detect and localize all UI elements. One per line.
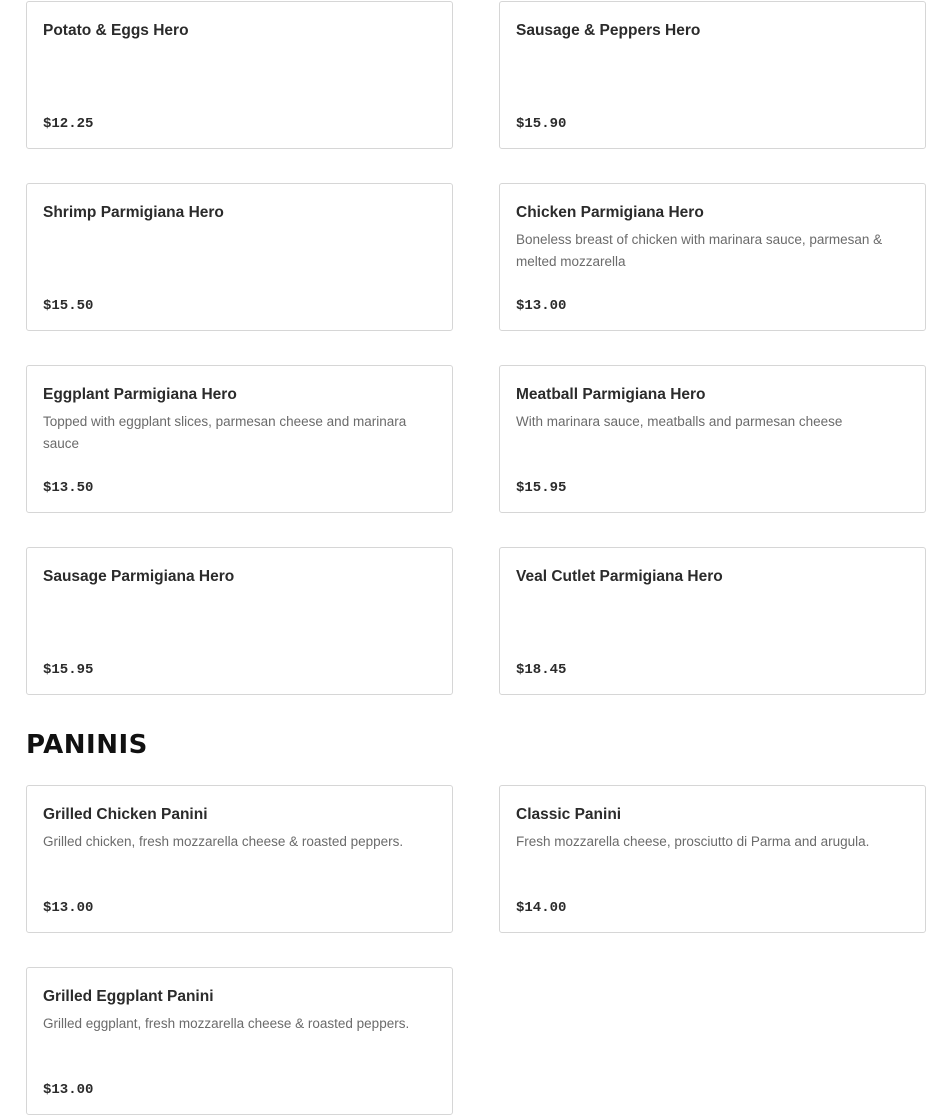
menu-item-card[interactable] (26, 1, 453, 149)
menu-item-card[interactable] (499, 365, 926, 513)
menu-item-card[interactable] (26, 967, 453, 1115)
menu-item-description: Fresh mozzarella cheese, prosciutto di Parma and arugula. (516, 834, 870, 849)
menu-item-price: $12.25 (43, 116, 94, 132)
menu-item-price: $13.00 (43, 900, 94, 916)
menu-item-card[interactable] (26, 365, 453, 513)
menu-item-price: $13.50 (43, 480, 94, 496)
menu-item-price: $13.00 (516, 298, 567, 314)
menu-item-description: Topped with eggplant slices, parmesan cheese and marinara sauce (43, 414, 407, 451)
menu-item-name: Meatball Parmigiana Hero (516, 386, 706, 403)
menu-item-card[interactable] (499, 547, 926, 695)
menu-item-card[interactable] (26, 183, 453, 331)
menu-item-price: $15.50 (43, 298, 94, 314)
menu-item-name: Eggplant Parmigiana Hero (43, 386, 237, 403)
menu-item-name: Grilled Chicken Panini (43, 806, 208, 823)
menu-item-name: Grilled Eggplant Panini (43, 988, 214, 1005)
menu-item-name: Sausage Parmigiana Hero (43, 568, 235, 585)
menu-item-description: Grilled eggplant, fresh mozzarella cheese & roasted peppers. (43, 1016, 410, 1031)
menu-item-name: Chicken Parmigiana Hero (516, 204, 704, 221)
menu-item-price: $13.00 (43, 1082, 94, 1098)
menu-item-description: With marinara sauce, meatballs and parmesan cheese (516, 414, 843, 429)
menu-item-name: Sausage & Peppers Hero (516, 22, 701, 39)
menu-item-name: Veal Cutlet Parmigiana Hero (516, 568, 723, 585)
menu-item-card[interactable] (499, 183, 926, 331)
menu-item-card[interactable] (499, 785, 926, 933)
menu-item-card[interactable] (26, 547, 453, 695)
menu-item-description: Boneless breast of chicken with marinara sauce, parmesan & melted mozzarella (516, 232, 883, 269)
menu-item-name: Potato & Eggs Hero (43, 22, 189, 39)
menu-item-price: $18.45 (516, 662, 567, 678)
section-title-paninis: PANINIS (26, 730, 148, 760)
menu-item-price: $14.00 (516, 900, 567, 916)
menu-item-card[interactable] (26, 785, 453, 933)
menu-item-price: $15.90 (516, 116, 567, 132)
menu-item-card[interactable] (499, 1, 926, 149)
menu-item-description: Grilled chicken, fresh mozzarella cheese & roasted peppers. (43, 834, 404, 849)
menu-item-price: $15.95 (43, 662, 94, 678)
menu-item-price: $15.95 (516, 480, 567, 496)
menu-item-name: Classic Panini (516, 806, 622, 823)
menu-item-name: Shrimp Parmigiana Hero (43, 204, 224, 221)
